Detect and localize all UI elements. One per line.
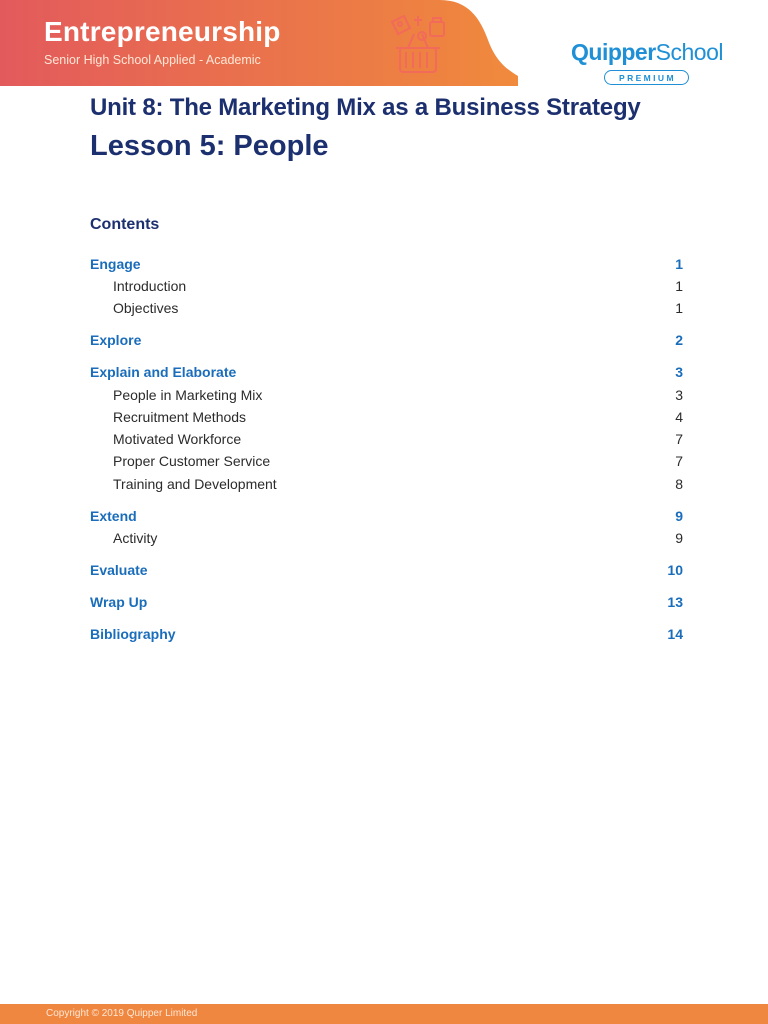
toc-label: Wrap Up [90,594,148,610]
toc-label: Evaluate [90,562,148,578]
course-title: Entrepreneurship [44,16,281,47]
course-subtitle: Senior High School Applied - Academic [44,53,261,67]
toc-label: Bibliography [90,626,176,642]
toc-label: People in Marketing Mix [113,387,263,403]
premium-badge: PREMIUM [604,70,689,85]
shopping-basket-icon [386,12,450,78]
toc-page-number: 7 [675,453,683,469]
toc-item-motivated-workforce[interactable] [90,429,683,449]
toc-label: Explore [90,332,142,348]
toc-item-wrap-up[interactable] [90,592,683,612]
toc-page-number: 4 [675,409,683,425]
toc-page-number: 1 [675,300,683,316]
toc-item-evaluate[interactable] [90,560,683,580]
toc-page-number: 8 [675,476,683,492]
toc-item-activity[interactable] [90,528,683,548]
lesson-title: Lesson 5: People [90,130,329,162]
brand-name-bold: Quipper [571,39,656,65]
toc-label: Extend [90,508,137,524]
toc-item-explore[interactable] [90,330,683,350]
toc-item-introduction[interactable] [90,276,683,296]
toc-page-number: 1 [675,256,683,272]
toc-item-extend[interactable] [90,506,683,526]
toc-label: Introduction [113,278,187,294]
page-footer [0,1004,768,1024]
toc-page-number: 1 [675,278,683,294]
toc-label: Objectives [113,300,179,316]
toc-item-people-in-marketing-mix[interactable] [90,385,683,405]
toc-item-bibliography[interactable] [90,624,683,644]
toc-item-engage[interactable] [90,254,683,274]
toc-label: Activity [113,530,158,546]
brand-name-rest: School [655,39,723,65]
toc-label: Proper Customer Service [113,453,271,469]
toc-page-number: 10 [667,562,683,578]
copyright-text: Copyright © 2019 Quipper Limited [46,1008,198,1019]
toc-page-number: 14 [667,626,683,642]
quipper-school-logo [571,38,731,86]
toc-label: Explain and Elaborate [90,364,237,380]
toc-label: Training and Development [113,476,277,492]
unit-title: Unit 8: The Marketing Mix as a Business Strategy [90,94,641,121]
toc-page-number: 9 [675,530,683,546]
toc-item-objectives[interactable] [90,298,683,318]
toc-page-number: 9 [675,508,683,524]
toc-item-training-and-development[interactable] [90,474,683,494]
toc-page-number: 3 [675,387,683,403]
toc-item-recruitment-methods[interactable] [90,407,683,427]
toc-item-proper-customer-service[interactable] [90,451,683,471]
toc-label: Engage [90,256,141,272]
toc-page-number: 2 [675,332,683,348]
toc-item-explain-and-elaborate[interactable] [90,362,683,382]
toc-label: Motivated Workforce [113,431,242,447]
toc-page-number: 3 [675,364,683,380]
toc-page-number: 13 [667,594,683,610]
toc-page-number: 7 [675,431,683,447]
toc-label: Recruitment Methods [113,409,247,425]
contents-heading: Contents [90,216,160,233]
